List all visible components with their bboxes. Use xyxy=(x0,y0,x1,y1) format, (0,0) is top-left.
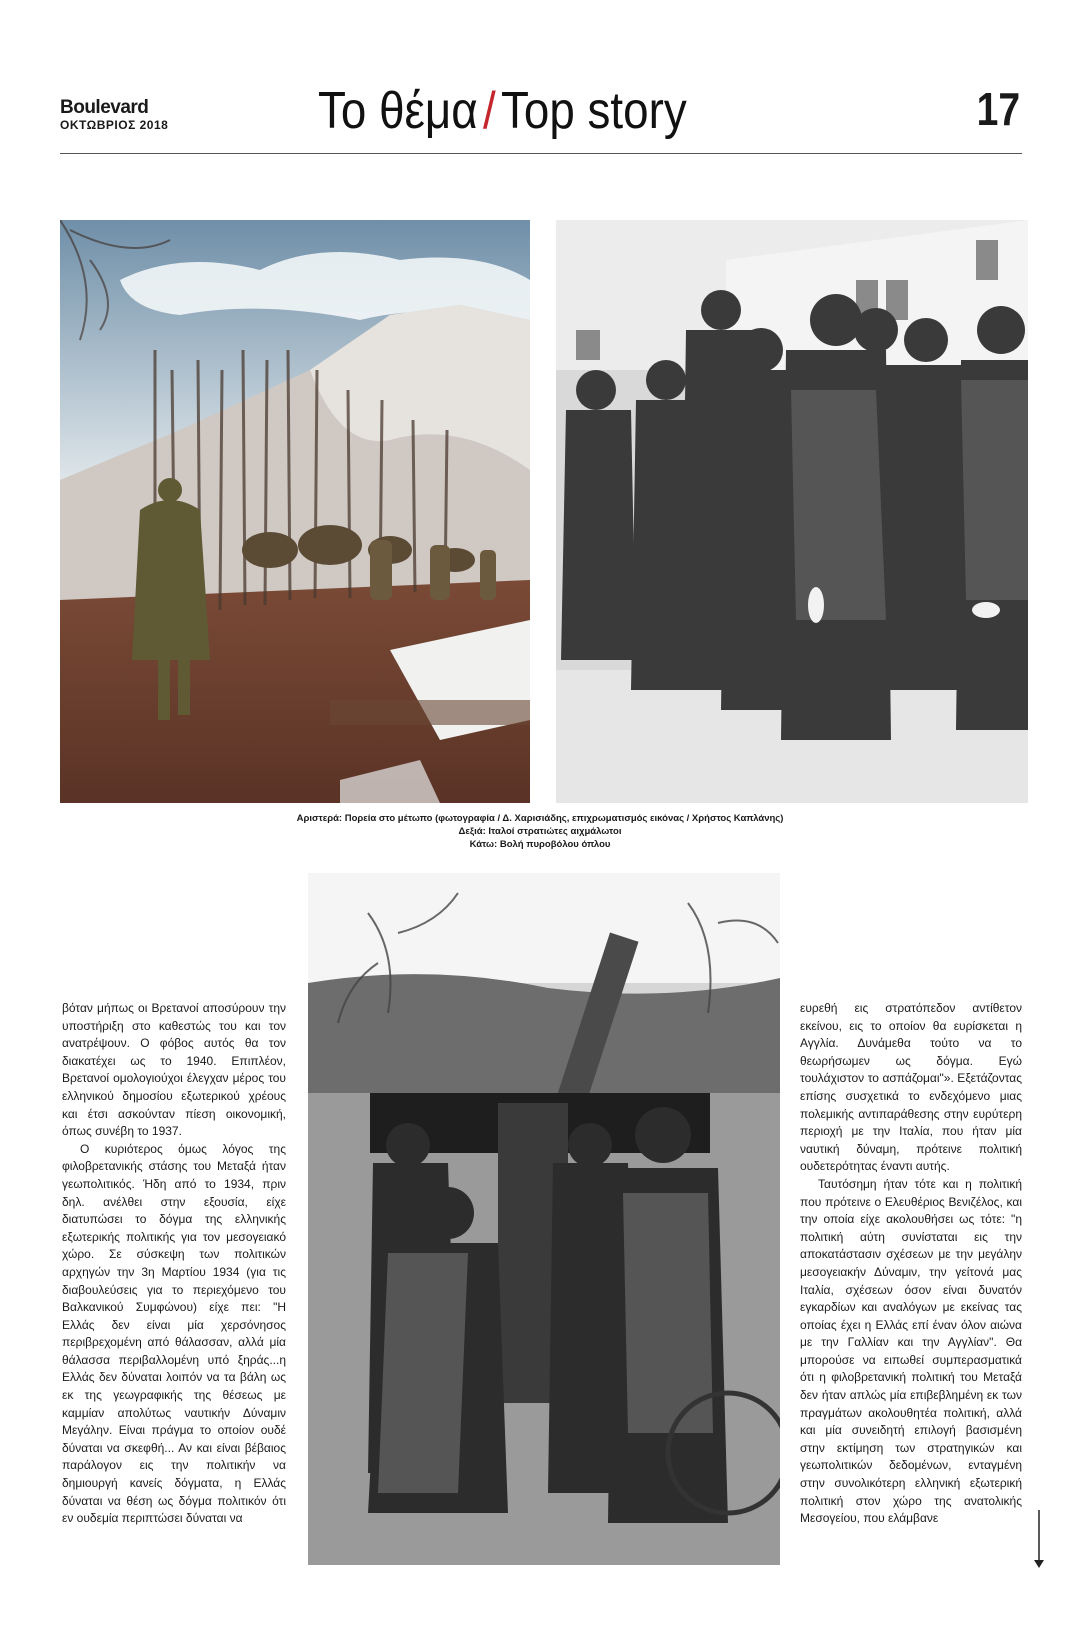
photo-italian-prisoners xyxy=(556,220,1028,803)
issue-date: ΟΚΤΩΒΡΙΟΣ 2018 xyxy=(60,118,169,132)
photo-captions xyxy=(200,812,880,851)
section-title xyxy=(318,80,687,142)
caption-right: Δεξιά: Ιταλοί στρατιώτες αιχμάλωτοι xyxy=(458,826,622,837)
article-paragraph: βόταν μήπως οι Βρετανοί αποσύρουν την υποστήριξη στο καθεστώς του και τον ανατρέψουν. Ο φόβος αυτός θα τον διακατέχει ως το 1940. Επιπλέον, Βρετανοί ομολογιούχοι έλεγχαν μέρος του ελληνικού δημοσίου εξωτερικού χρέους και έτσι ασκούνταν πίεση οικονομική, όπως συνέβη το 1937. xyxy=(62,1001,286,1139)
caption-bottom: Κάτω: Βολή πυροβόλου όπλου xyxy=(469,839,611,850)
article-paragraph: Ταυτόσημη ήταν τότε και η πολιτική που πρότεινε ο Ελευθέριος Βενιζέλος, και την οποία είχε ακολουθήσει ως τότε: "η πολιτική αύτη συνίσταται εις την αποκατάστασιν σχέσεων με την μεγάλην μεσογειακήν Δύναμιν, την γείτονά μας Ιταλία, σχέσεων όσον είναι δυνατόν εγκαρδίων και αναλόγων με εκείνας τας οποίας έχει η Ελλάς επί έναν όλον αιώνα με την Γαλλίαν και την Αγγλίαν". Θα μπορούσε να ειπωθεί συμπερασματικά ότι η φιλοβρετανική πολιτική του Μεταξά δεν ήταν απλώς μία επιβεβλημένη εκ των πραγμάτων ακολουθητέα πολιτική, αλλά και μία συνειδητή επιλογή βασισμένη στην εκτίμηση των στρατηγικών και γεωπολιτικών δεδομένων, ενταγμένη στην συνολικότερη ελληνική εξωτερική πολιτική στον χώρο της ανατολικής Μεσογείου, που ελάμβανε xyxy=(800,1176,1022,1526)
publication-brand xyxy=(60,98,168,132)
article-column-right xyxy=(800,1000,1022,1528)
caption-left: Αριστερά: Πορεία στο μέτωπο (φωτογραφία / Δ. Χαρισιάδης, επιχρωματισμός εικόνας / Χρήστος Καπλάνης) xyxy=(296,813,784,824)
section-title-separator: / xyxy=(483,82,496,140)
article-paragraph: Ο κυριότερος όμως λόγος της φιλοβρετανικής στάσης του Μεταξά ήταν γεωπολιτικός. Ήδη από το 1934, πριν δηλ. ανέλθει στην εξουσία, είχε διατυπώσει το δόγμα της ελληνικής εξωτερικής πολιτικής για τον μεσογειακό χώρο. Σε σύσκεψη των πολιτικών αρχηγών την 3η Μαρτίου 1934 (για τις διαβουλεύσεις για το περιεχόμενο του Βαλκανικού Συμφώνου) είχε πει: "Η Ελλάς δεν είναι μία χερσόνησος περιβρεχομένη από θάλασσαν, αλλά μία θάλασσα περιβαλλομένη υπό ξηράς...η Ελλάς δεν δύναται λοιπόν να τα βάλη ως εκ της γεωγραφικής της θέσεως με καμμίαν απολύτως ναυτικήν Δύναμιν Μεγάλην. Είναι πράγμα το οποίον ουδέ δύναται να σκεφθή... Αν και είναι βέβαιος παράλογον εις την πολιτικήν να δημιουργή κανείς δόγματα, η Ελλάς δύναται να θέση ως δόγμα πολιτικόν ότι εν ουδεμία περιπτώσει δύναται να xyxy=(62,1141,286,1526)
header-divider xyxy=(60,153,1022,154)
article-column-left xyxy=(62,1000,286,1528)
page-number: 17 xyxy=(976,83,1020,135)
publication-name: Boulevard xyxy=(60,97,149,118)
section-title-english: Top story xyxy=(501,82,687,140)
photo-march-to-front xyxy=(60,220,530,803)
continue-arrow-icon xyxy=(1033,1510,1045,1570)
masthead xyxy=(60,80,1020,155)
photo-artillery-fire xyxy=(308,873,780,1565)
article-paragraph: ευρεθή εις στρατόπεδον αντίθετον εκείνου, εις το οποίον θα ευρίσκεται η Αγγλία. Δυνάμεθα τούτο να το θεωρήσωμεν ως δόγμα. Εγώ τουλάχιστον το ασπάζομαι"». Εξετάζοντας επίσης συσχετικά το ενδεχόμενο μιας πολεμικής αντιπαράθεσης στην ευρύτερη περιοχή με την Ιταλία, που ήταν μία ναυτική δύναμη, πρότεινε πολιτική ουδετερότητας έναντι αυτής. xyxy=(800,1001,1022,1174)
section-title-greek: Το θέμα xyxy=(318,82,478,140)
